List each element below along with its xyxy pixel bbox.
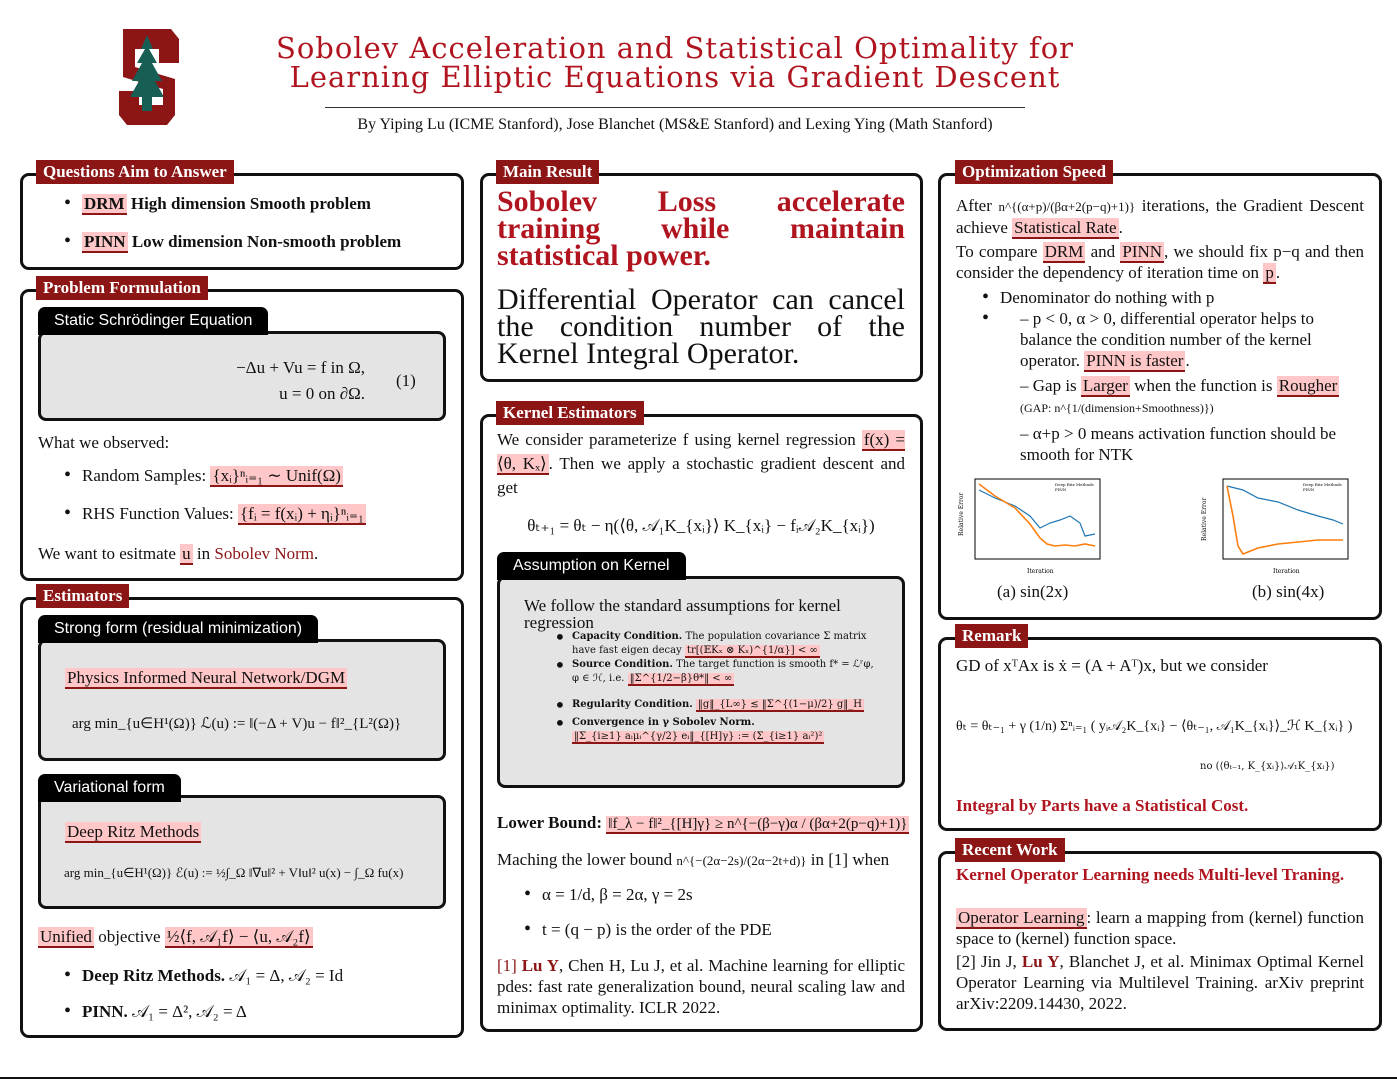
list-item: • Source Condition. The target function is smooth f* = ℒʳφ, φ ∈ ℋ, i.e. ‖Σ^{1/2−β}θ*‖ < ∞ xyxy=(552,658,882,686)
reference-1: [1] Lu Y, Chen H, Lu J, et al. Machine learning for elliptic pdes: fast rate generalization bound, neural scaling law and minimax optimality. ICLR 2022. xyxy=(497,956,905,1017)
panel-title: Recent Work xyxy=(955,838,1065,862)
legend-2: PINN xyxy=(1055,487,1067,492)
list-item: • PINN Low dimension Non-smooth problem xyxy=(62,231,452,252)
sub-item: – Gap is Larger when the function is Rougher (GAP: n^{1/(dimension+Smoothness)}) xyxy=(1020,376,1338,415)
questions-list xyxy=(62,193,452,252)
equation-number: (1) xyxy=(396,371,416,390)
goal-text: We want to esitmate u in Sobolev Norm. xyxy=(38,544,319,563)
strong-form-box xyxy=(38,639,446,761)
figure-a-caption: (a) sin(2x) xyxy=(997,582,1069,601)
figure-b xyxy=(1198,476,1353,576)
list-item xyxy=(980,308,1364,465)
equation: −Δu + Vu = f in Ω, u = 0 on ∂Ω. xyxy=(236,358,365,403)
conditions-list xyxy=(522,884,772,940)
variational-equation: arg min_{u∈H¹(Ω)} ℰ(u) := ½∫_Ω ‖∇u‖² + V‖u‖² u(x) − ∫_Ω fu(x) xyxy=(64,865,404,880)
estimator-list xyxy=(62,965,343,1022)
list-item: • DRM High dimension Smooth problem xyxy=(62,193,452,214)
panel-title: Questions Aim to Answer xyxy=(36,160,234,184)
panel-title: Main Result xyxy=(496,160,599,184)
variational-box xyxy=(38,795,446,909)
list-item: • t = (q − p) is the order of the PDE xyxy=(522,919,772,940)
ylabel: Relative Error xyxy=(1201,497,1208,541)
pinn-label: Physics Informed Neural Network/DGM xyxy=(67,668,346,687)
list-item: • RHS Function Values: {fᵢ = f(xᵢ) + ηᵢ}ⁿᵢ₌₁ xyxy=(62,503,366,524)
opt-p2: To compare DRM and PINN , we should fix p−q and then consider the dependency of iteration time on p . xyxy=(956,242,1365,282)
box-tab: Strong form (residual minimization) xyxy=(38,615,318,643)
main-subtext: Differential Operator can cancel the condition number of the Kernel Integral Operator. xyxy=(497,283,905,370)
legend-1: Deep Ritz Methods xyxy=(1303,482,1342,487)
operator-learning: Operator Learning : learn a mapping from (kernel) function space to (kernel) function space. xyxy=(956,908,1365,948)
title-divider xyxy=(325,107,1025,108)
sub-item: – α+p > 0 means activation function should be smooth for NTK xyxy=(1020,424,1337,464)
reference-2: [2] Jin J, Lu Y, Blanchet J, et al. Minimax Optimal Kernel Operator Learning via Multilevel Training. arXiv preprint arXiv:2209.14430, 2022. xyxy=(956,952,1364,1013)
panel-title: Remark xyxy=(955,624,1028,648)
observed-label: What we observed: xyxy=(38,433,170,452)
remark-conclusion: Integral by Parts have a Statistical Cost. xyxy=(956,796,1249,815)
list-item: • PINN. 𝒜₁ = Δ², 𝒜₂ = Δ xyxy=(62,1001,343,1022)
kernel-intro: We consider parameterize f using kernel regression f(x) = ⟨θ, Kₓ⟩ . Then we apply a stochastic gradient descent and get xyxy=(497,430,906,497)
lower-bound: Lower Bound: ‖f_λ − f‖²_{[H]γ} ≥ n^{−(β−γ)α / (βα+2(p−q)+1)} xyxy=(497,813,908,832)
legend-2: PINN xyxy=(1303,487,1315,492)
assumption-list xyxy=(552,630,882,744)
authors: By Yiping Lu (ICME Stanford), Jose Blanchet (MS&E Stanford) and Lexing Ying (Math Stanford) xyxy=(357,116,993,133)
opt-list xyxy=(980,287,1364,465)
matching-text: Maching the lower bound n^{−(2α−2s)/(2α−2t+d)} in [1] when xyxy=(497,850,890,869)
list-item: • Random Samples: {xᵢ}ⁿᵢ₌₁ ∼ Unif(Ω) xyxy=(62,465,366,486)
deep-ritz-label: Deep Ritz Methods xyxy=(67,822,200,841)
list-item: • Capacity Condition. The population covariance Σ matrix have fast eigen decay tr[(𝔼Kₓ ⊗ Kₓ)^{1/α}] < ∞ xyxy=(552,630,882,658)
observed-list xyxy=(62,465,366,524)
list-item: • Regularity Condition. ‖g‖_{L∞} ≲ ‖Σ^{(1−μ)/2} g‖_H xyxy=(552,698,882,712)
recent-headline: Kernel Operator Learning needs Multi-level Traning. xyxy=(956,865,1345,884)
strong-equation: arg min_{u∈H¹(Ω)} ℒ(u) := ‖(−Δ + V)u − f‖²_{L²(Ω)} xyxy=(72,716,402,732)
box-tab: Variational form xyxy=(38,774,181,802)
box-tab: Assumption on Kernel xyxy=(497,552,686,580)
xlabel: Iteration xyxy=(1273,568,1300,575)
bottom-rule xyxy=(0,1077,1397,1079)
xlabel: Iteration xyxy=(1027,568,1054,575)
opt-p1: After n^{(α+p)/(βα+2(p−q)+1)} iterations, the Gradient Descent achieve Statistical Rate . xyxy=(956,196,1364,237)
remark-brace-note: no (⟨θₜ₋₁, K_{xᵢ}⟩𝒜₁K_{xᵢ}) xyxy=(1200,761,1335,772)
list-item: • Denominator do nothing with p xyxy=(980,287,1364,308)
box-tab: Static Schrödinger Equation xyxy=(38,307,268,335)
unified-objective: Unified objective ½⟨f, 𝒜₁f⟩ − ⟨u, 𝒜₂f⟩ xyxy=(40,927,311,946)
ylabel: Relative Error xyxy=(958,492,965,536)
panel-title: Problem Formulation xyxy=(36,276,208,300)
stanford-logo xyxy=(113,27,181,127)
figure-a xyxy=(955,476,1105,576)
list-item: • Convergence in γ Sobolev Norm. ‖Σ_{i≥1} aᵢμᵢ^{γ/2} eᵢ‖_{[H]γ} := (Σ_{i≥1} aᵢ²)² xyxy=(552,716,882,744)
main-headline: Sobolev Loss accelerate training while maintain statistical power. xyxy=(497,185,905,272)
panel-title: Estimators xyxy=(36,584,129,608)
remark-equation: θₜ = θₜ₋₁ + γ (1/n) Σⁿᵢ₌₁ ( yᵢ𝒜₂K_{xᵢ} − ⟨θₜ₋₁, 𝒜₁K_{xᵢ}⟩_ℋ K_{xᵢ} ) xyxy=(956,719,1353,734)
sgd-update: θₜ₊₁ = θₜ − η(⟨θ, 𝒜₁K_{xᵢ}⟩ K_{xᵢ} − fᵢ𝒜₂K_{xᵢ}) xyxy=(527,516,875,535)
remark-line: GD of xᵀAx is ẋ = (A + Aᵀ)x, but we consider xyxy=(956,656,1268,675)
assumption-intro: We follow the standard assumptions for kernel regression xyxy=(524,596,841,632)
panel-title: Optimization Speed xyxy=(955,160,1113,184)
figure-b-caption: (b) sin(4x) xyxy=(1252,582,1325,601)
poster-title: Sobolev Acceleration and Statistical Optimality for Learning Elliptic Equations via Gradient Descent xyxy=(275,31,1075,94)
panel-title: Kernel Estimators xyxy=(496,401,644,425)
list-item: • α = 1/d, β = 2α, γ = 2s xyxy=(522,884,772,905)
list-item: • Deep Ritz Methods. 𝒜₁ = Δ, 𝒜₂ = Id xyxy=(62,965,343,986)
sub-item: • – p < 0, α > 0, differential operator helps to balance the condition number of the kernel operator. PINN is faster . xyxy=(1020,309,1315,370)
legend-1: Deep Ritz Methods xyxy=(1055,482,1094,487)
